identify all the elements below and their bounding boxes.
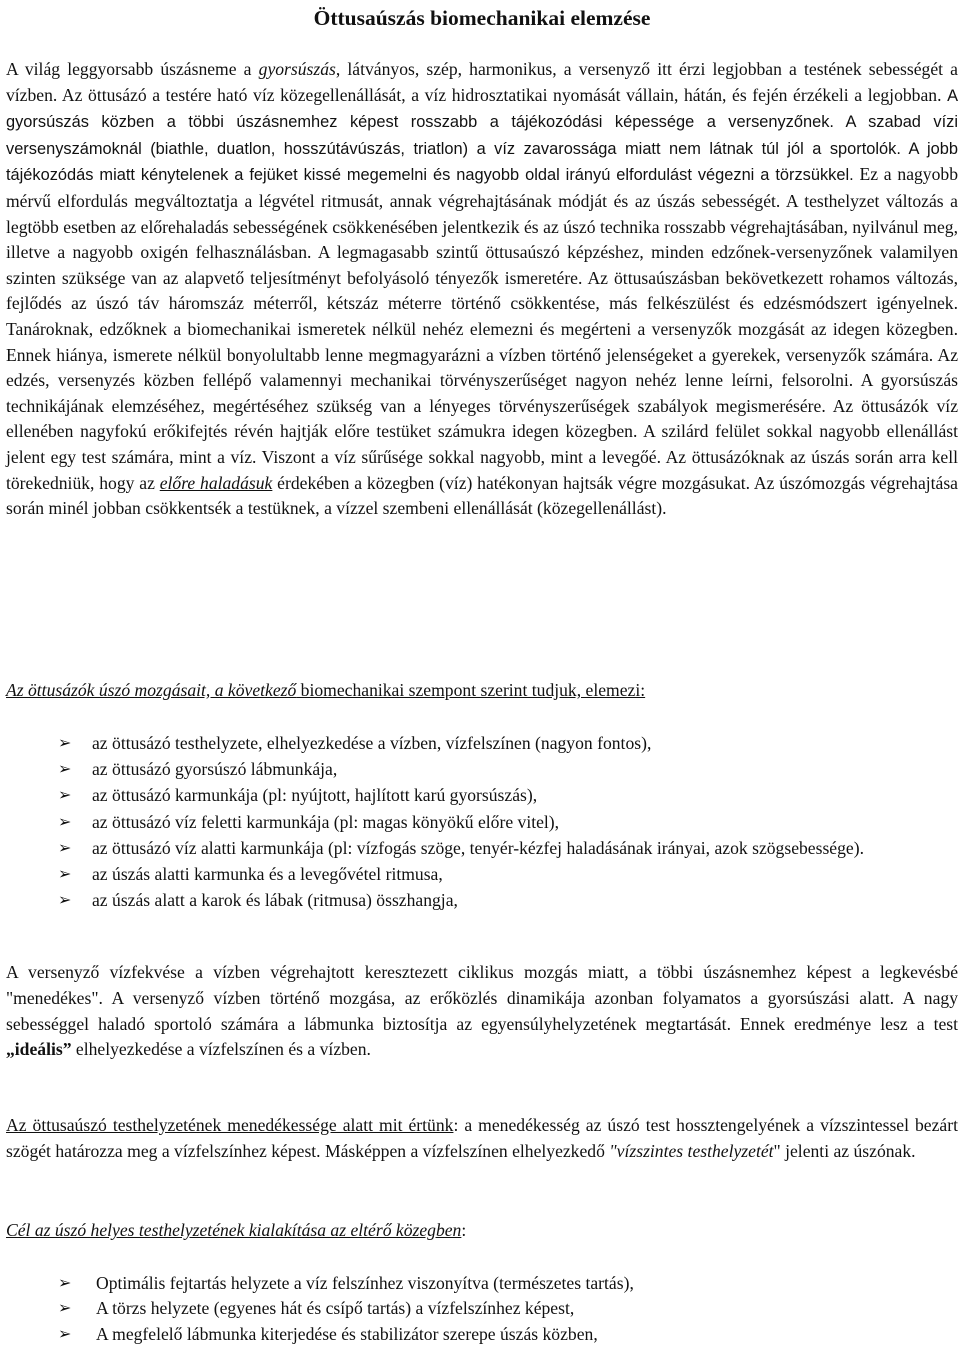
list-item: ➢ az öttusázó víz alatti karmunkája (pl: vízfogás szöge, tenyér-kézfej haladásának irányai, azok szögsebessége). xyxy=(58,837,864,858)
list-item: ➢ A törzs helyzete (egyenes hát és csípő tartás) a vízfelszínhez képest, xyxy=(58,1298,575,1319)
arrowhead-bullet-icon: ➢ xyxy=(58,1273,72,1292)
list-item: ➢ Optimális fejtartás helyzete a víz felszínhez viszonyítva (természetes tartás), xyxy=(58,1273,634,1293)
arrowhead-bullet-icon: ➢ xyxy=(58,837,72,857)
arrowhead-bullet-icon: ➢ xyxy=(58,863,72,883)
emphasis-vizszintes: "vízszintes testhelyzetét xyxy=(609,1141,774,1161)
arrowhead-bullet-icon: ➢ xyxy=(58,811,72,831)
list-item: ➢ az öttusázó testhelyzete, elhelyezkedése a vízben, vízfelszínen (nagyon fontos), xyxy=(58,733,652,753)
intro-text-sans: A gyorsúszás közben a többi úszásnemhez képest rosszabb a tájékozódási képessége a versenyzőnek. A szabad vízi versenyszámoknál (biathle, duatlon, hosszútávúszás, triatlon) a víz zavarossága miatt nem látnak túl jól a sportolók. A jobb tájékozódás miatt kénytelenek a fejüket kissé megemelni és nagyobb oldal irányú elfordulást végezni a törzsükkel. xyxy=(6,86,958,185)
emphasis-idealis: „ideális” xyxy=(6,1039,72,1060)
list-item: ➢ az úszás alatt a karok és lábak (ritmusa) összhangja, xyxy=(58,890,458,911)
goals-list xyxy=(58,1271,958,1347)
intro-text-3: Ez a nagyobb mérvű elfordulás megváltoztatja a légvétel ritmusát, annak végrehajtásának módját és az úszás sebességét. A testhelyzet változás a legtöbb esetben az előrehaladás sebességének csökkenésében jelentkezik és az úszó technika rosszabb végrehajtásában, nyilvánul meg, illetve a nagyobb oxigén felhasználásban. A legmagasabb szintű öttusaúszó képzéshez, minden edzőnek-versenyzőnek valamilyen szinten szüksége van az alapvető teljesítményt befolyásoló tényezők ismeretére. Az öttusaúszásban bekövetkezett rohamos változás, fejlődés az úszó táv háromszáz méterről, kétszáz méterre történő csökkentése, más felkészülést és edzésmódszert igényelnek. Tanároknak, edzőknek a biomechanikai ismeretek nélkül nehéz elemezni és megérteni a versenyzők mozgását az idegen közegben. Ennek hiánya, ismerete nélkül bonyolultabb lenne megmagyarázni a vízben történő jelenségeket a gyerekek, versenyzők számára. Az edzés, versenyzés közben fellépő valamennyi mechanikai törvényszerűséget nagyon nehéz lenne leírni, felsorolni. A gyorsúszás technikájának elemzéséhez, megértéséhez szükség van a lényeges törvényszerűségek szabályok megismerésére. Az öttusázók víz ellenében nagyfokú erőkifejtés révén hajtják előre testüket számukra idegen közegben. A szilárd felület sokkal nagyobb ellenállást jelent egy test számára, mint a víz. Viszont a víz sűrűsége sokkal nagyobb, mint a levegőé. Az öttusázóknak az úszás során arra kell törekedniük, hogy az xyxy=(6,164,958,493)
arrowhead-bullet-icon: ➢ xyxy=(58,1323,72,1343)
list-item: ➢ az öttusázó víz feletti karmunkája (pl: magas könyökű előre vitel), xyxy=(58,811,560,832)
intro-text-1: A világ leggyorsabb úszásneme a xyxy=(6,59,259,79)
section2-heading: Cél az úszó helyes testhelyzetének kialakítása az eltérő közegben: xyxy=(6,1220,467,1240)
arrowhead-bullet-icon: ➢ xyxy=(58,785,72,805)
list-item: ➢ A megfelelő lábmunka kiterjedése és stabilizátor szerepe úszás közben, xyxy=(58,1323,598,1344)
intro-emphasis-gyorsuszas: gyorsúszás xyxy=(258,59,336,79)
page-title: Öttusaúszás biomechanikai elemzése xyxy=(313,6,651,30)
list-item: ➢ az öttusázó gyorsúszó lábmunkája, xyxy=(58,759,338,780)
arrowhead-bullet-icon: ➢ xyxy=(58,890,72,910)
intro-text-4: érdekében a közegben (víz) hatékonyan hajtsák végre mozgásukat. Az úszómozgás végrehajtása során minél jobban csökkentsék a testüknek, a vízzel szembeni ellenállását (közegellenállást). xyxy=(6,472,958,519)
list-item: ➢ az úszás alatti karmunka és a levegővétel ritmusa, xyxy=(58,863,443,884)
intro-paragraph xyxy=(6,57,958,522)
arrowhead-bullet-icon: ➢ xyxy=(58,1298,72,1318)
list-item: ➢ az öttusázó karmunkája (pl: nyújtott, hajlított karú gyorsúszás), xyxy=(58,785,538,806)
section1-heading xyxy=(6,677,645,703)
section1-heading-rest: biomechanikai szempont szerint tudjuk, elemezi: xyxy=(296,680,646,700)
arrowhead-bullet-icon: ➢ xyxy=(58,733,72,752)
analysis-criteria-list xyxy=(58,731,958,914)
body-paragraph-definition: Az öttusaúszó testhelyzetének menedékessége alatt mit értünk: a menedékesség az úszó test hossztengelyének a vízszintessel bezárt szögét határozza meg a vízfelszínhez képest. Másképpen a vízfelszínen elhelyezkedő "vízszintes testhelyzetét" jelenti az úszónak. xyxy=(6,1115,958,1161)
intro-text-2: , látványos, szép, harmonikus, a versenyző itt érzi legjobban a testének sebességét a vízben. Az öttusázó a testére ható víz közegellenállását, a víz hidrosztatikai nyomását vállain, hátán, és fején érzékeli a legjobban. xyxy=(6,59,958,105)
intro-emphasis-elore-haladasuk: előre haladásuk xyxy=(159,472,273,493)
arrowhead-bullet-icon: ➢ xyxy=(58,759,72,779)
definition-term: Az öttusaúszó testhelyzetének menedékessége alatt mit értünk xyxy=(6,1115,454,1135)
section1-heading-italic: Az öttusázók úszó mozgásait, a következő xyxy=(6,680,297,700)
body-paragraph-menedekes: A versenyző vízfekvése a vízben végrehajtott keresztezett ciklikus mozgás miatt, a többi úszásnemhez képest a legkevésbé "menedékes". A versenyző vízben történő mozgása, az erőközlés dinamikája azonban folyamatos a gyorsúszási alatt. A nagy sebességgel haladó sportoló számára a lábmunka biztosítja az egyensúlyhelyzetének megtartását. Ennek eredménye lesz a test „ideális” elhelyezkedése a vízfelszínen és a vízben. xyxy=(6,962,958,1060)
